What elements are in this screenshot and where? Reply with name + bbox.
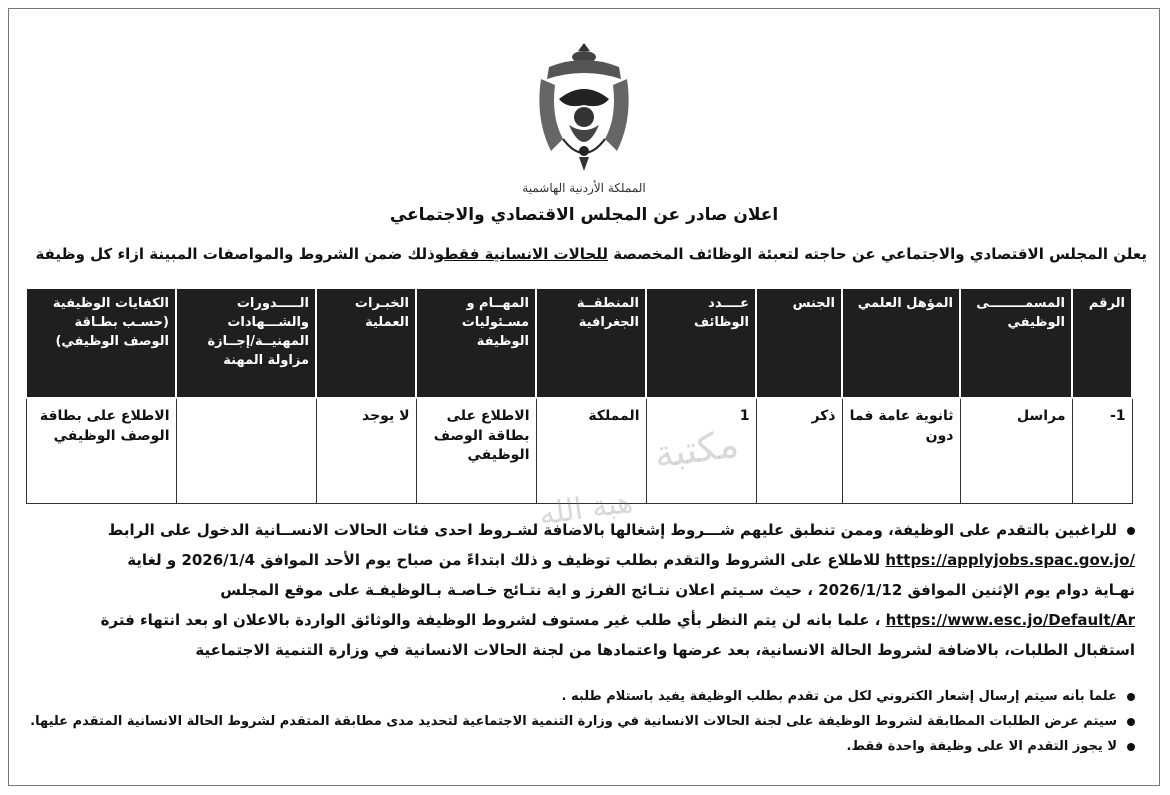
note-text: لا يجوز التقدم الا على وظيفة واحدة فقط. [846,739,1117,754]
apply-jobs-link[interactable]: https://applyjobs.spac.gov.jo/ [885,551,1135,569]
note-text: علماً بأنه سيتم إرسال إشعار الكتروني لكل من تقدم بطلب الوظيفة يفيد باستلام طلبه . [561,689,1117,704]
details-line4 [29,605,1135,635]
header-experience: الخبـرات العملية [316,288,416,398]
header-competencies: الكفايات الوظيفية (حسـب بطـاقة الوصف الوظيفي) [26,288,176,398]
note-text: سيتم عرض الطلبات المطابقة لشروط الوظيفة على لجنة الحالات الانسانية في وزارة التنمية الاجتماعية لتحديد مدى مطابقة المتقدم لشروط الحالة الانسانية المتقدم عليها. [30,714,1117,729]
watermark-line2: هبة الله [537,484,635,533]
kingdom-name: المملكة الأردنية الهاشمية [522,181,646,195]
list-item [29,714,1135,729]
header-courses: الـــــدورات والشـــهادات المهنيــة/إجــازة مزاولة المهنة [176,288,316,398]
cell-competencies: الاطلاع على بطاقة الوصف الوظيفي [26,398,176,504]
details-line1 [29,515,1135,545]
esc-website-link[interactable]: https://www.esc.jo/Default/Ar [885,611,1135,629]
bullet-icon [1127,527,1135,535]
header-count: عــــدد الوظائف [646,288,756,398]
header-duties: المهــام و مسـئوليات الوظيفة [416,288,536,398]
details-line4-text: ، علما بانه لن يتم النظر بأي طلب غير مستوف لشروط الوظيفة والوثائق الواردة بالاعلان او بعد انتهاء فترة [100,611,886,629]
bullet-icon [1127,693,1135,701]
header-gender: الجنس [756,288,842,398]
jobs-table [25,287,1133,504]
cell-gender: ذكر [756,398,842,504]
details-line5: استقبال الطلبات، بالاضافة لشروط الحالة الانسانية، بعد عرضها واعتمادها من لجنة الحالات الانسانية في وزارة التنمية الاجتماعية [195,641,1135,659]
announcement-page [8,8,1160,786]
cell-qualification: ثانوية عامة فما دون [842,398,960,504]
header-qualification: المؤهل العلمي [842,288,960,398]
list-item [29,739,1135,754]
details-line2 [29,545,1135,575]
cell-number: 1- [1072,398,1132,504]
announcement-title: اعلان صادر عن المجلس الاقتصادي والاجتماعي [389,205,779,225]
header-region: المنطقــة الجغرافية [536,288,646,398]
cell-experience: لا يوجد [316,398,416,504]
intro-underlined: للحالات الانسانية فقط [444,245,608,263]
header-job-title: المسمــــــــى الوظيفي [960,288,1072,398]
cell-courses [176,398,316,504]
header-number: الرقم [1072,288,1132,398]
intro-paragraph [17,245,1147,263]
coat-of-arms-emblem [529,39,639,179]
notes-list [29,689,1135,764]
cell-job-title: مراسل [960,398,1072,504]
list-item [29,689,1135,704]
intro-part2: وذلك ضمن الشروط والمواصفات المبينة ازاء كل وظيفة [35,245,445,263]
bullet-icon [1127,718,1135,726]
intro-part1: يعلن المجلس الاقتصادي والاجتماعي عن حاجته لتعبئة الوظائف المخصصة [608,245,1147,263]
table-header-row [26,288,1132,398]
details-line1-text: للراغبين بالتقدم على الوظيفة، وممن تنطبق عليهم شـــروط إشغالها بالاضافة لشـروط احدى فئات الحالات الانســانية الدخول على الرابط [107,521,1117,539]
application-details [29,515,1135,665]
table-row [26,398,1132,504]
details-line3: نهـاية دوام يوم الإثنين الموافق 2026/1/12 ، حيث سـيتم اعلان نتـائج الفرز و اية نتـائج خـاصـة بـالوظيفـة على موقع المجلس [220,581,1135,599]
bullet-icon [1127,743,1135,751]
cell-region: المملكة [536,398,646,504]
cell-count: 1 [646,398,756,504]
details-line2-text: للاطلاع على الشروط والتقدم بطلب توظيف و ذلك ابتداءً من صباح يوم الأحد الموافق 2026/1/4 و لغاية [127,551,886,569]
cell-duties: الاطلاع على بطاقة الوصف الوظيفي [416,398,536,504]
watermark-line1: مكتبة [651,421,742,477]
